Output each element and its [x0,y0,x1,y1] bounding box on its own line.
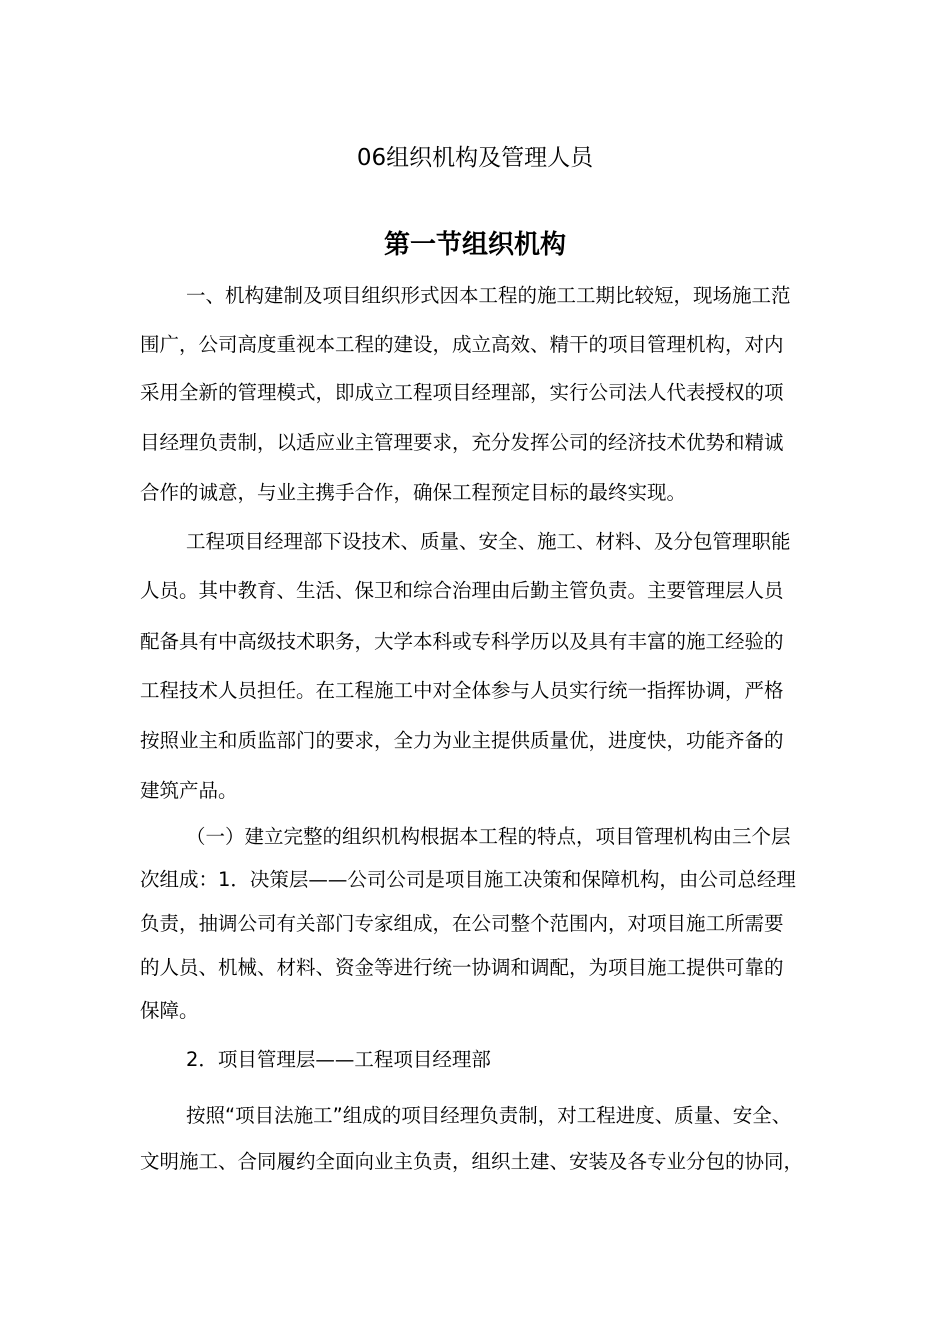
paragraph-line: 建筑产品。 [140,779,238,802]
document-title: 06组织机构及管理人员 [356,145,594,171]
paragraph-line: 的人员、机械、材料、资金等进行统一协调和调配，为项目施工提供可靠的 [140,956,784,979]
paragraph-line: 工程技术人员担任。在工程施工中对全体参与人员实行统一指挥协调，严格 [140,679,784,702]
section-heading: 第一节组织机构 [383,230,566,260]
paragraph-line: 合作的诚意，与业主携手合作，确保工程预定目标的最终实现。 [140,481,687,504]
paragraph-line: 一、机构建制及项目组织形式因本工程的施工工期比较短，现场施工范 [186,284,791,307]
paragraph-line: 人员。其中教育、生活、保卫和综合治理由后勤主管负责。主要管理层人员 [140,579,784,602]
paragraph-line: 负责，抽调公司有关部门专家组成，在公司整个范围内，对项目施工所需要 [140,912,784,935]
paragraph-line: 按照业主和质监部门的要求，全力为业主提供质量优，进度快，功能齐备的 [140,729,784,752]
paragraph-line: 按照“项目法施工”组成的项目经理负责制，对工程进度、质量、安全、 [186,1104,792,1127]
paragraph-line: 配备具有中高级技术职务，大学本科或专科学历以及具有丰富的施工经验的 [140,630,784,653]
paragraph-line: （一）建立完整的组织机构根据本工程的特点，项目管理机构由三个层 [186,825,791,848]
paragraph-line: 2．项目管理层——工程项目经理部 [186,1048,491,1071]
paragraph-line: 工程项目经理部下设技术、质量、安全、施工、材料、及分包管理职能 [186,530,791,553]
paragraph-line: 次组成：1．决策层——公司公司是项目施工决策和保障机构，由公司总经理 [140,868,796,891]
paragraph-line: 采用全新的管理模式，即成立工程项目经理部，实行公司法人代表授权的项 [140,381,784,404]
paragraph-line: 目经理负责制，以适应业主管理要求，充分发挥公司的经济技术优势和精诚 [140,431,784,454]
paragraph-line: 保障。 [140,999,199,1022]
paragraph-line: 围广，公司高度重视本工程的建设，成立高效、精干的项目管理机构，对内 [140,333,784,356]
paragraph-line: 文明施工、合同履约全面向业主负责，组织土建、安装及各专业分包的协同， [140,1150,804,1173]
